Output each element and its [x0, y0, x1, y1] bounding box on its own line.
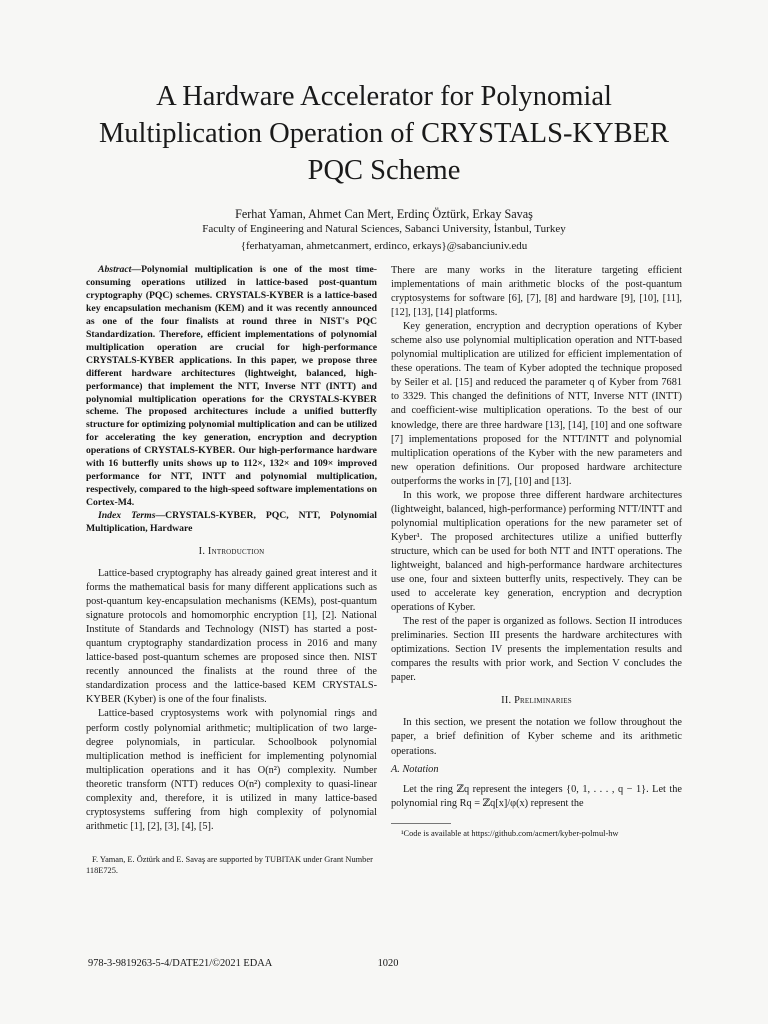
section-title: Preliminaries: [514, 695, 572, 707]
isbn-footer: 978-3-9819263-5-4/DATE21/©2021 EDAA: [88, 958, 273, 969]
affiliation: Faculty of Engineering and Natural Sciences, Sabanci University, İstanbul, Turkey: [202, 223, 566, 235]
title-line: A Hardware Accelerator for Polynomial: [156, 81, 612, 112]
body-paragraph: There are many works in the literature targeting efficient implementations of main arithmetic blocks of the post-quantum cryptosystems for software [6], [7], [8] and hardware [9], [10], [11], [12], [13], [14] platforms.: [391, 265, 682, 319]
left-column: [86, 264, 377, 834]
abstract-body: —Polynomial multiplication is one of the most time-consuming operations utilized in lattice-based post-quantum cryptography (PQC) schemes. CRYSTALS-KYBER is a lattice-based key encapsulation mechanism (KEM) and it was recently announced as one of the four finalists at round three in NIST's PQC Standardization. Therefore, efficient implementations of polynomial multiplication operation are crucial for high-performance CRYSTALS-KYBER applications. In this paper, we propose three different hardware architectures (lightweight, balanced, high-performance) that implement the NTT, Inverse NTT (INTT) and polynomial multiplication operations for the CRYSTALS-KYBER scheme. The proposed architectures include a unified butterfly structure for optimizing polynomial multiplication and can be utilized for accelerating the key generation, encryption and decryption operations of CRYSTALS-KYBER. Our high-performance hardware with 16 butterfly units shows up to 112×, 132× and 109× improved performance for NTT, INTT and polynomial multiplication, respectively, compared to the high-speed software implementations on Cortex-M4.: [86, 264, 377, 509]
right-column: [391, 264, 682, 839]
subsection-heading-notation: A. Notation: [391, 763, 439, 775]
body-paragraph: Let the ring ℤq represent the integers {0, 1, . . . , q − 1}. Let the polynomial ring Rq = ℤq[x]/φ(x) represent the: [391, 783, 682, 809]
section-numeral: I.: [198, 546, 208, 558]
abstract: [86, 264, 377, 536]
footnote-funding: F. Yaman, E. Öztürk and E. Savaş are supported by TUBITAK under Grant Number 118E725.: [86, 855, 373, 875]
section-heading-preliminaries: [391, 694, 682, 708]
body-paragraph: Key generation, encryption and decryption operations of Kyber scheme also use polynomial multiplication operation and NTT-based polynomial multiplication are utilized for efficient implementation of these operations. The team of Kyber adopted the technique proposed by Seiler et al. [15] and reduced the parameter q of Kyber from 7681 to 3329. This changed the definitions of NTT, Inverse NTT (INTT) and coefficient-wise multiplication operations. To the best of our knowledge, there are three hardware [13], [14], [10] and one software [7] implementations proposed for the NTT/INTT and polynomial multiplication operations of the Kyber with the new parameters and new operation definitions. Our proposed hardware architecture outperforms the works in [7], [10] and [13].: [391, 321, 682, 487]
body-paragraph: In this section, we present the notation we follow throughout the paper, a brief definition of Kyber scheme and its arithmetic operations.: [391, 717, 682, 757]
section-numeral: II.: [501, 695, 515, 707]
author-emails: {ferhatyaman, ahmetcanmert, erdinco, erkays}@sabanciuniv.edu: [240, 240, 528, 252]
section-heading-introduction: [86, 545, 377, 559]
body-paragraph: The rest of the paper is organized as follows. Section II introduces preliminaries. Section III presents the hardware architectures with optimizations. Section IV presents the implementation results and compares the results with prior work, and Section V concludes the paper.: [391, 616, 682, 684]
paper-title: [60, 78, 708, 189]
index-terms-body: —CRYSTALS-KYBER, PQC, NTT, Polynomial Multiplication, Hardware: [86, 510, 377, 535]
author-list: Ferhat Yaman, Ahmet Can Mert, Erdinç Öztürk, Erkay Savaş: [235, 207, 533, 221]
section-title: Introduction: [207, 546, 265, 558]
body-paragraph: Lattice-based cryptosystems work with polynomial rings and perform costly polynomial arithmetic; multiplication of two large-degree polynomials, in particular. Schoolbook polynomial multiplication method is inefficient for implementing polynomial multiplication operations and it has O(n²) complexity. Number theoretic transform (NTT) reduces O(n²) complexity to quasi-linear complexity and, therefore, it is utilized in many lattice-based cryptosystems suffering from high complexity of polynomial arithmetic [1], [2], [3], [4], [5].: [86, 708, 377, 832]
footnote-code-link: ¹Code is available at https://github.com/acmert/kyber-polmul-hw: [401, 828, 619, 838]
body-paragraph: In this work, we propose three different hardware architectures (lightweight, balanced, high-performance) performing NTT/INTT and polynomial multiplication operations for the new parameter set of Kyber¹. The proposed architectures utilize a unified butterfly structure, which can be used for both NTT and INTT operations. The lightweight, balanced and high-performance hardware architectures use one, four and sixteen butterfly units, respectively. They can be used to accelerate key generation, encryption and decryption operations of Kyber.: [391, 489, 682, 614]
title-line: Multiplication Operation of CRYSTALS-KYBER: [98, 118, 670, 149]
abstract-label: Abstract: [98, 264, 132, 275]
page-number: 1020: [377, 958, 399, 969]
index-terms-label: Index Terms: [98, 510, 156, 522]
footnote-rule: [391, 823, 451, 824]
body-paragraph: Lattice-based cryptography has already gained great interest and it forms the mathematical basis for many different applications such as post-quantum key-encapsulation mechanisms (KEMs), post-quantum signature protocols and homomorphic encryption [1], [2]. National Institute of Standards and Technology (NIST) has started a post-quantum cryptography standardization process in 2016 and many lattice-based post-quantum schemes are proposed since then. NIST recently announced the finalists at the round three of the standardization process and the lattice-based KEM CRYSTALS-KYBER (Kyber) is one of the four finalists.: [86, 568, 377, 706]
title-line: PQC Scheme: [307, 155, 461, 186]
